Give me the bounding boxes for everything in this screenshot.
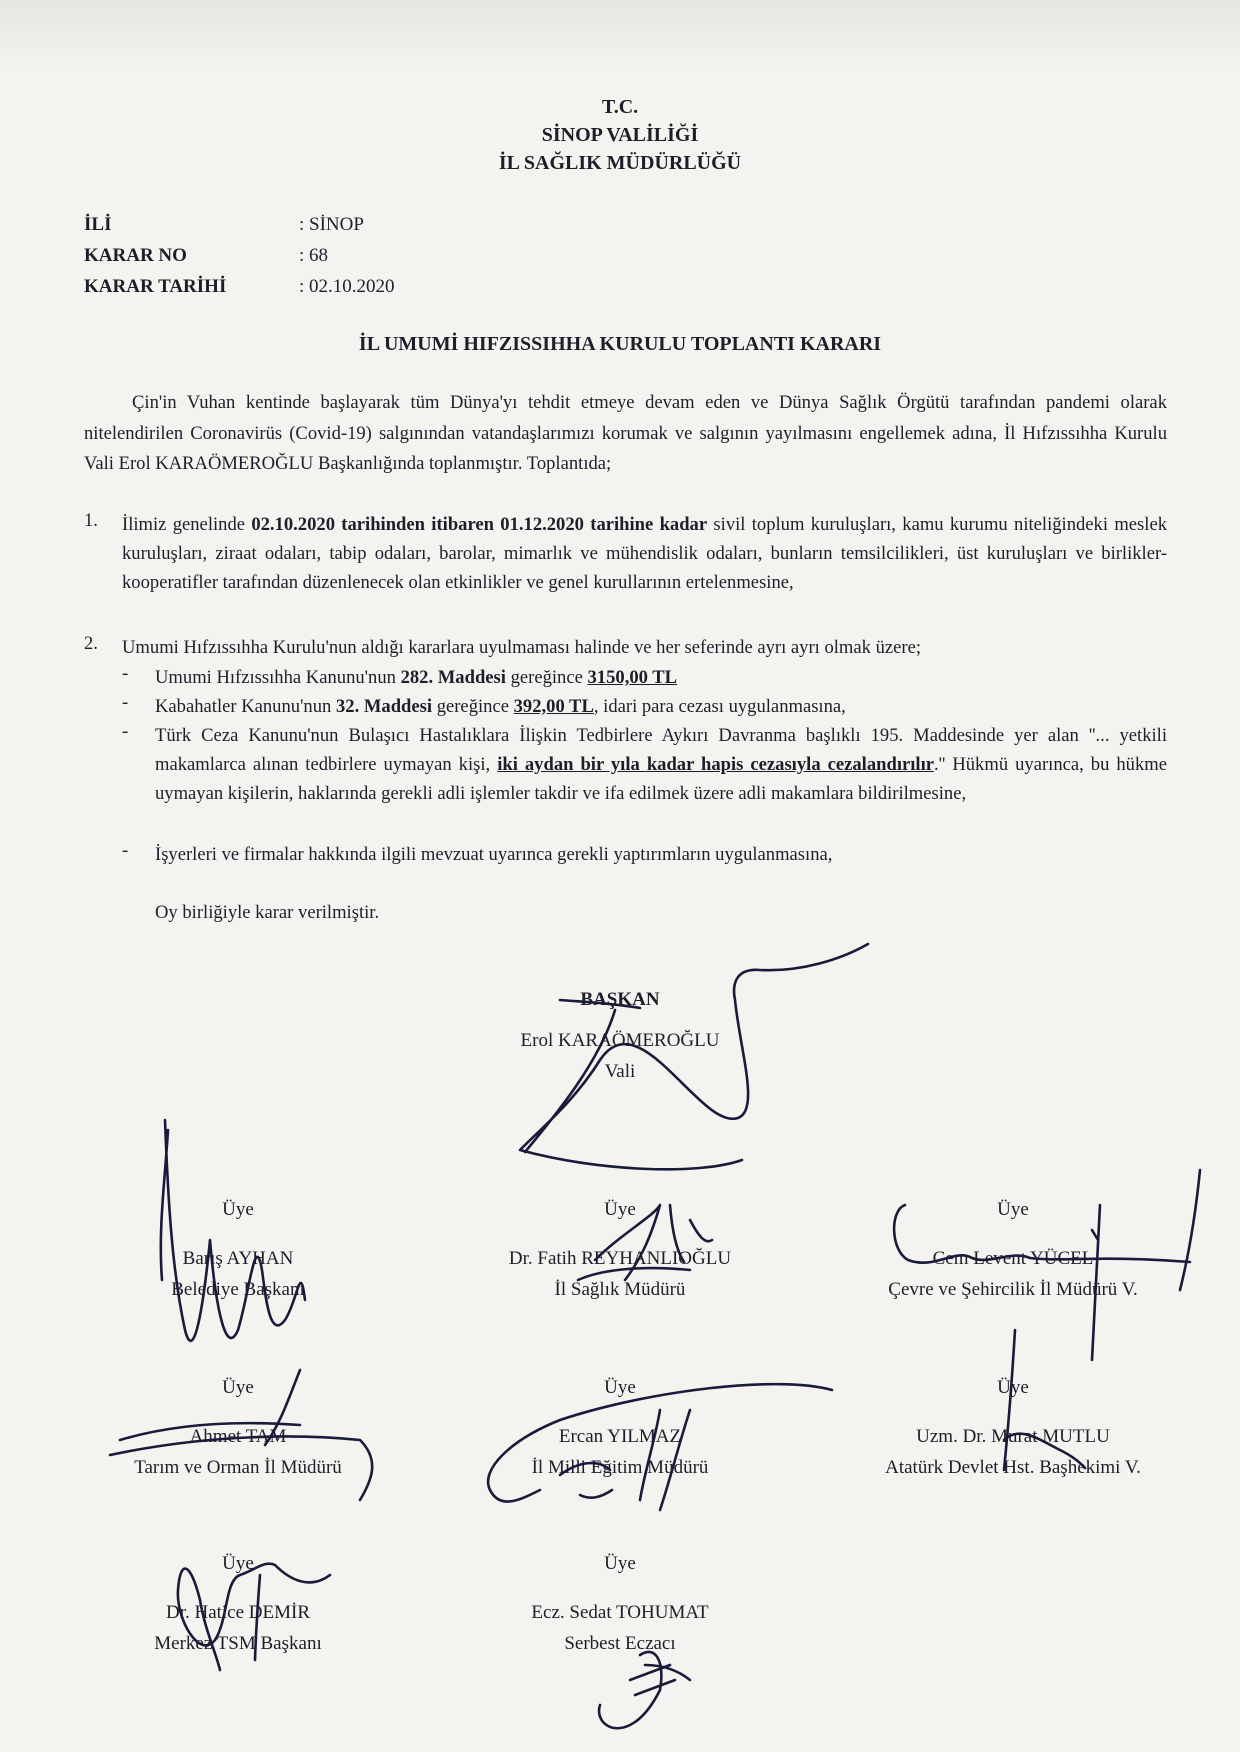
- item-text: Türk Ceza Kanunu'nun Bulaşıcı Hastalıklara İlişkin Tedbirlere Aykırı Davranma başlıklı 195. Maddesinde yer alan ''... yetkili makamlarca alınan tedbirlere uymayan kişi,: [155, 725, 1167, 775]
- meta-label: KARAR NO: [84, 245, 187, 266]
- signature-member-8: [599, 1652, 690, 1728]
- bullet-dash: -: [122, 663, 129, 684]
- item-text: , idari para cezası uygulanmasına,: [593, 696, 846, 717]
- bullet-dash: -: [122, 840, 129, 861]
- meta-value: : SİNOP: [299, 214, 364, 235]
- signer-title: Atatürk Devlet Hst. Başhekimi V.: [885, 1457, 1141, 1478]
- item-date-range: 02.10.2020 tarihinden itibaren 01.12.2020 tarihine kadar: [251, 514, 708, 535]
- signer-role: Üye: [997, 1199, 1029, 1220]
- signer-name: Dr. Fatih REYHANLIOĞLU: [508, 1248, 732, 1269]
- signer-role: Üye: [222, 1199, 254, 1220]
- signer-name: Barış AYHAN: [182, 1248, 294, 1269]
- item-text: Umumi Hıfzıssıhha Kanunu'nun: [155, 667, 401, 688]
- signer-role: Üye: [604, 1553, 636, 1574]
- prison-sentence: iki aydan bir yıla kadar hapis cezasıyla cezalandırılır: [497, 754, 934, 775]
- item-text: sivil toplum kuruluşları, kamu kurumu niteliğindeki meslek kuruluşları, ziraat odaları, tabip odaları, barolar, mimarlık ve mühendislik odaları, bunların temsilcilikleri, üst kuruluşları ve birlikler-kooperatifler tarafından düzenlenecek olan etkinlikler ve genel kurullarının ertelenmesine,: [122, 514, 1167, 593]
- meta-value: : 68: [299, 245, 329, 266]
- signer-title: Tarım ve Orman İl Müdürü: [134, 1457, 342, 1478]
- signer-name: Cem Levent YÜCEL: [932, 1248, 1094, 1269]
- decision-title: İL UMUMİ HIFZISSIHHA KURULU TOPLANTI KARARI: [358, 333, 882, 355]
- signer-name: Erol KARAÖMEROĞLU: [520, 1030, 720, 1051]
- signer-name: Uzm. Dr. Murat MUTLU: [916, 1426, 1110, 1447]
- header-tc: T.C.: [601, 96, 639, 118]
- decision-item-2: Umumi Hıfzıssıhha Kurulu'nun aldığı kararlara uyulmaması halinde ve her seferinde ayrı ayrı olmak üzere;: [122, 637, 921, 658]
- intro-paragraph: Çin'in Vuhan kentinde başlayarak tüm Dünya'yı tehdit etmeye devam eden ve Dünya Sağlık Örgütü tarafından pandemi olarak nitelendirilen Coronavirüs (Covid-19) salgınından vatandaşlarımızı korumak ve salgının yayılmasını engellemek adına, İl Hıfzıssıhha Kurulu Vali Erol KARAÖMEROĞLU Başkanlığında toplanmıştır. Toplantıda;: [84, 392, 1167, 474]
- item-text: gereğince: [432, 696, 514, 717]
- meta-label: KARAR TARİHİ: [84, 276, 227, 297]
- signer-role: Üye: [997, 1377, 1029, 1398]
- article-ref: 32. Maddesi: [335, 696, 433, 717]
- signer-title: Merkez TSM Başkanı: [154, 1633, 322, 1654]
- header-governorship: SİNOP VALİLİĞİ: [541, 124, 699, 146]
- signer-name: Dr. Hatice DEMİR: [165, 1602, 311, 1623]
- penalty-item-4: İşyerleri ve firmalar hakkında ilgili mevzuat uyarınca gerekli yaptırımların uygulanmasına,: [155, 844, 833, 865]
- signer-role: Üye: [222, 1553, 254, 1574]
- signer-title: Vali: [604, 1061, 636, 1082]
- signer-name: Ecz. Sedat TOHUMAT: [531, 1602, 709, 1623]
- item-number: 1.: [84, 510, 98, 531]
- signature-member-4: [110, 1370, 372, 1500]
- header-directorate: İL SAĞLIK MÜDÜRLÜĞÜ: [498, 152, 742, 174]
- signature-member-7: [178, 1564, 330, 1670]
- fine-amount: 3150,00 TL: [587, 667, 678, 688]
- signer-role: BAŞKAN: [580, 989, 660, 1010]
- signer-title: İl Milli Eğitim Müdürü: [531, 1457, 709, 1478]
- signature-member-5: [488, 1384, 832, 1510]
- signature-member-6: [1004, 1330, 1085, 1470]
- signer-role: Üye: [222, 1377, 254, 1398]
- closing-line: Oy birliğiyle karar verilmiştir.: [155, 902, 380, 923]
- article-ref: 282. Maddesi: [400, 667, 506, 688]
- signer-title: Belediye Başkanı: [171, 1279, 305, 1300]
- signature-member-3: [894, 1170, 1200, 1360]
- meta-value: : 02.10.2020: [299, 276, 395, 297]
- signer-role: Üye: [604, 1377, 636, 1398]
- signature-member-1: [161, 1120, 305, 1341]
- item-number: 2.: [84, 633, 98, 654]
- bullet-dash: -: [122, 692, 129, 713]
- meta-label: İLİ: [84, 214, 112, 235]
- bullet-dash: -: [122, 721, 129, 742]
- signer-title: Serbest Eczacı: [564, 1633, 676, 1654]
- signer-title: Çevre ve Şehircilik İl Müdürü V.: [888, 1279, 1138, 1300]
- fine-amount: 392,00 TL: [513, 696, 594, 717]
- signer-role: Üye: [604, 1199, 636, 1220]
- signer-name: Ahmet TAM: [189, 1426, 287, 1447]
- signer-name: Ercan YILMAZ: [558, 1426, 682, 1447]
- item-text: .'' Hükmü uyarınca, bu hükme uymayan kişilerin, haklarında gerekli adli işlemler takdir ve ifa edilmek üzere adli makamlara bildirilmesine,: [155, 754, 1167, 804]
- signature-chair: [520, 944, 868, 1169]
- signer-title: İl Sağlık Müdürü: [554, 1279, 686, 1300]
- item-text: gereğince: [505, 667, 588, 688]
- signature-member-2: [578, 1205, 712, 1280]
- item-text: Kabahatler Kanunu'nun: [155, 696, 336, 717]
- item-text: İlimiz genelinde: [122, 514, 252, 535]
